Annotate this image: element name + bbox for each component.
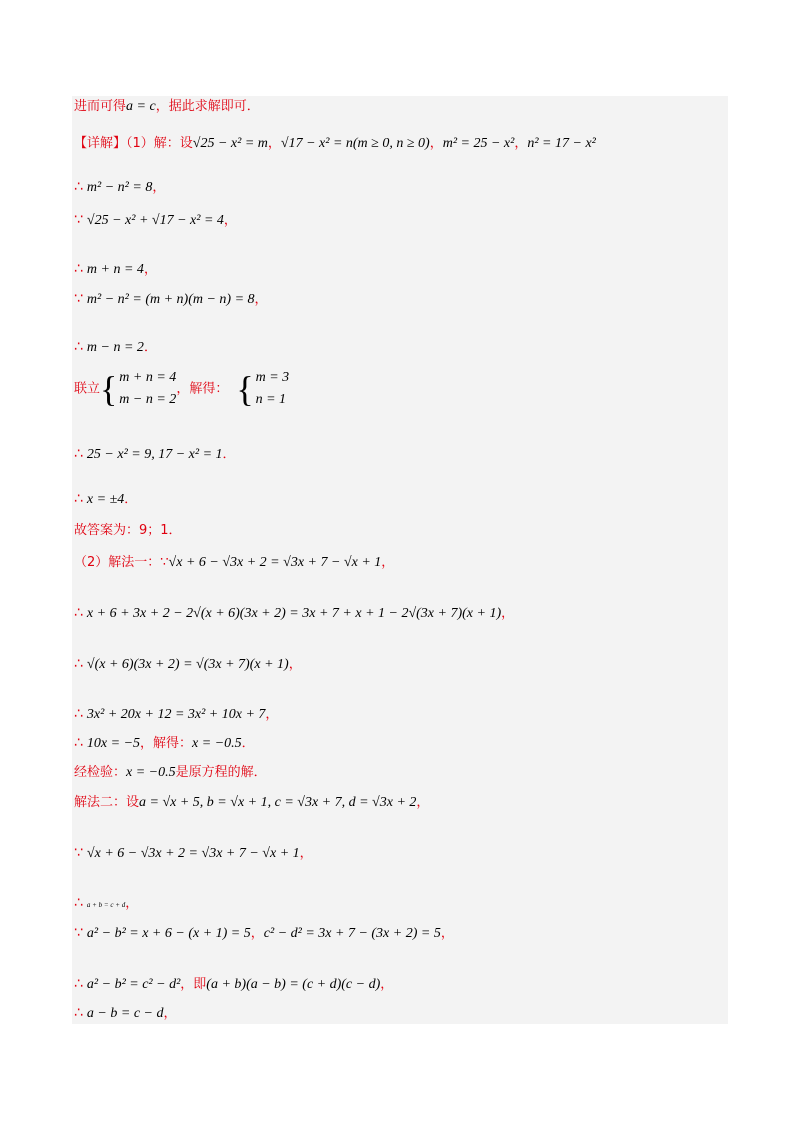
annotation-text: ， (288, 657, 302, 672)
solution-line-l1 (74, 100, 260, 114)
math-expression: √x + 6 − √3x + 2 = √3x + 7 − √x + 1 (86, 846, 300, 861)
annotation-text: ． (143, 340, 157, 355)
math-expression: a − b = c − d (86, 1006, 164, 1021)
math-expression: (a + b)(a − b) = (c + d)(c − d) (206, 977, 381, 992)
solution-line-l17 (74, 766, 267, 780)
annotation-text: ，据此求解即可． (155, 99, 260, 114)
math-expression: m² − n² = 8 (86, 180, 153, 195)
solution-line-l16 (74, 736, 255, 751)
math-expression: m − n = 2 (86, 340, 144, 355)
math-expression: x = −0.5 (126, 765, 176, 780)
system-sol2: n = 1 (255, 392, 287, 407)
therefore-symbol: ∴ (74, 1005, 83, 1021)
because-symbol: ∵ (74, 845, 83, 861)
because-symbol: ∵ (74, 212, 83, 228)
math-expression: 25 − x² = 9, 17 − x² = 1 (86, 447, 223, 462)
annotation-text: ， (152, 180, 166, 195)
annotation-text: ， (381, 555, 395, 570)
solution-line-l5 (74, 262, 157, 277)
solution-line-l2 (74, 137, 596, 151)
annotation-text: ， (163, 1006, 177, 1021)
annotation-text: ， (299, 846, 313, 861)
math-expression: x + 6 + 3x + 2 − 2√(x + 6)(3x + 2) = 3x + 7 + x + 1 − 2√(3x + 7)(x + 1) (86, 606, 502, 621)
solution-line-l4 (74, 213, 237, 228)
system-line (74, 367, 289, 411)
annotation-text: ． (241, 736, 255, 751)
solution-line-l10 (74, 492, 137, 507)
annotation-text: ， (440, 926, 454, 941)
because-symbol: ∵ (74, 291, 83, 307)
solution-line-l12 (74, 556, 394, 570)
annotation-text: ，解得： (140, 736, 193, 751)
math-expression: n² = 17 − x² (527, 136, 596, 151)
annotation-text: 解法二：设 (74, 795, 140, 810)
math-expression: 10x = −5 (86, 736, 141, 751)
solution-line-l14 (74, 657, 302, 672)
therefore-symbol: ∴ (74, 491, 83, 507)
math-expression: √25 − x² = m (192, 136, 268, 151)
therefore-symbol: ∴ (74, 179, 83, 195)
system-eq2: m − n = 2 (119, 392, 177, 407)
math-expression: a + b = c + d (86, 901, 126, 909)
math-expression: √25 − x² + √17 − x² = 4 (86, 213, 224, 228)
math-expression: x = ±4 (86, 492, 125, 507)
solution-line-l22 (74, 977, 393, 992)
annotation-text: 故答案为：9；1． (74, 523, 182, 538)
solution-line-l18 (74, 796, 429, 810)
therefore-symbol: ∴ (74, 706, 83, 722)
annotation-text: 【详解】（1）解：设 (74, 136, 193, 151)
math-expression: 3x² + 20x + 12 = 3x² + 10x + 7 (86, 707, 266, 722)
math-expression: x = −0.5 (192, 736, 242, 751)
annotation-text: ， (223, 213, 237, 228)
math-expression: m + n = 4 (86, 262, 144, 277)
therefore-symbol: ∴ (74, 339, 83, 355)
solution-line-l7 (74, 340, 157, 355)
math-expression: m² = 25 − x² (442, 136, 515, 151)
system-solve-text: ，解得： (176, 381, 229, 397)
annotation-text: ， (265, 707, 279, 722)
solution-line-l11 (74, 524, 182, 537)
solution-line-l9 (74, 447, 236, 462)
annotation-text: ， (143, 262, 157, 277)
annotation-text: ， (267, 136, 281, 151)
solution-line-l19 (74, 846, 313, 861)
annotation-text: ， (416, 795, 430, 810)
solution-line-l15 (74, 707, 278, 722)
therefore-symbol: ∴ (74, 261, 83, 277)
annotation-text: （2）解法一：∵ (74, 555, 169, 570)
solution-line-l3 (74, 180, 165, 195)
annotation-text: 进而可得 (74, 99, 127, 114)
solution-line-l6 (74, 292, 268, 307)
annotation-text: ． (222, 447, 236, 462)
system-equations (119, 367, 176, 411)
system-eq1: m + n = 4 (119, 370, 177, 385)
annotation-text: 经检验： (74, 765, 127, 780)
annotation-text: ， (429, 136, 443, 151)
annotation-text: ， (514, 136, 528, 151)
math-expression: m² − n² = (m + n)(m − n) = 8 (86, 292, 255, 307)
math-expression: √x + 6 − √3x + 2 = √3x + 7 − √x + 1 (168, 555, 382, 570)
system-solution (256, 367, 290, 411)
annotation-text: ， (250, 926, 264, 941)
system-sol1: m = 3 (255, 370, 290, 385)
therefore-symbol: ∴ (74, 895, 83, 911)
therefore-symbol: ∴ (74, 605, 83, 621)
math-expression: a = c (126, 99, 156, 114)
solution-line-l20 (74, 896, 138, 910)
math-expression: a² − b² = c² − d² (86, 977, 181, 992)
annotation-text: ， (501, 606, 515, 621)
math-expression: √(x + 6)(3x + 2) = √(3x + 7)(x + 1) (86, 657, 289, 672)
math-expression: √17 − x² = n(m ≥ 0, n ≥ 0) (280, 136, 430, 151)
solution-line-l21 (74, 926, 454, 941)
annotation-text: ， (380, 977, 394, 992)
annotation-text: ， (254, 292, 268, 307)
math-expression: c² − d² = 3x + 7 − (3x + 2) = 5 (263, 926, 441, 941)
math-expression: a = √x + 5, b = √x + 1, c = √3x + 7, d = √3x + 2 (139, 795, 417, 810)
solution-line-l23 (74, 1006, 177, 1021)
annotation-text: 是原方程的解． (175, 765, 267, 780)
left-brace-2: { (236, 369, 254, 409)
math-expression: a² − b² = x + 6 − (x + 1) = 5 (86, 926, 251, 941)
therefore-symbol: ∴ (74, 976, 83, 992)
annotation-text: ，即 (180, 977, 207, 992)
annotation-text: ． (124, 492, 138, 507)
therefore-symbol: ∴ (74, 656, 83, 672)
therefore-symbol: ∴ (74, 446, 83, 462)
system-label: 联立 (74, 381, 101, 397)
solution-line-l13 (74, 606, 514, 621)
left-brace-1: { (100, 369, 118, 409)
annotation-text: ， (125, 896, 139, 911)
therefore-symbol: ∴ (74, 735, 83, 751)
because-symbol: ∵ (74, 925, 83, 941)
